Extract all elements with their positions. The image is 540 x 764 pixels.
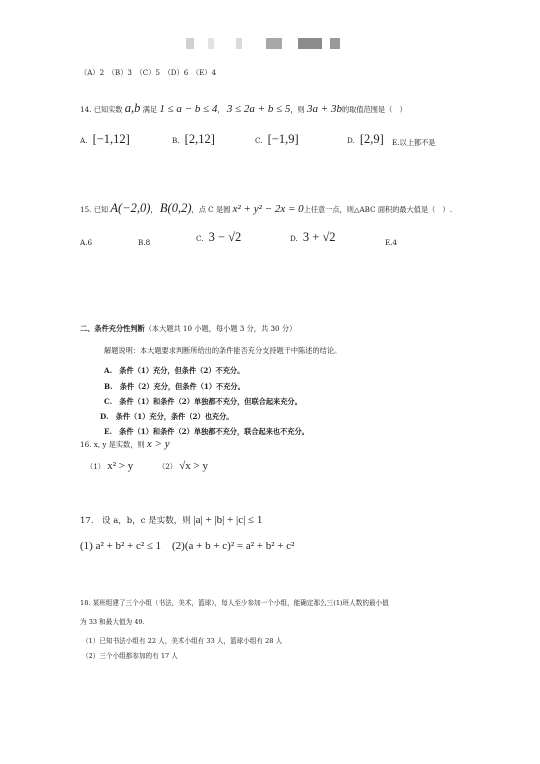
q18-stem-line1: 18. 某班组建了三个小组（书法，美术，篮球），每人至少参加一个小组，能确定那么三(1)班人数的最小值 [80,599,389,607]
choice-c: C. 条件（1）和条件（2）单独都不充分，但联合起来充分。 [104,397,302,406]
q17-conditions: (1) a² + b² + c² ≤ 1 (2)(a + b + c)² = a² + b² + c² [80,540,295,552]
section2-instruction: 解题说明：本大题要求判断所给出的条件能否充分支持题干中陈述的结论。 [104,346,342,355]
choice-e: E. 条件（1）和条件（2）单独都不充分，联合起来也不充分。 [104,427,309,436]
q18-condition-2: （2）三个小组都参加的有 17 人 [82,652,178,660]
q18-condition-1: （1）已知书法小组有 22 人，美术小组有 33 人，篮球小组有 28 人 [82,637,283,645]
q14-option-a: A. [−1,12] [80,132,130,146]
choice-a: A. 条件（1）充分，但条件（2）不充分。 [104,366,245,375]
q16-condition-2: （2） √x > y [158,460,208,472]
q14-option-c: C. [−1,9] [255,132,299,146]
q14-option-e: E.以上都不是 [392,138,436,147]
q15-option-e: E.4 [385,238,398,247]
section2-heading: 二、条件充分性判断（本大题共 10 小题，每小题 3 分，共 30 分） [80,324,297,333]
q16-condition-1: （1） x² > y [86,460,134,472]
q16-stem: 16. x, y 是实数，则 x > y [80,438,170,450]
q15-option-d: D. 3 + √2 [290,230,336,244]
choice-d: D. 条件（1）充分，条件（2）也充分。 [100,412,234,421]
q15-option-a: A.6 [80,238,93,247]
q15-option-b: B.8 [138,238,151,247]
q14-option-b: B. [2,12] [172,132,215,146]
choice-b: B. 条件（2）充分，但条件（1）不充分。 [104,382,245,391]
q14-stem: 14. 已知实数 a,b 满足 1 ≤ a − b ≤ 4， 3 ≤ 2a + b ≤ 5，则 3a + 3b的取值范围是（ ） [80,101,407,115]
q13-options: （A）2 （B）3 （C）5 （D）6 （E）4 [80,68,217,77]
redacted-header [186,38,356,50]
q15-option-c: C. 3 − √2 [196,230,242,244]
q17-stem: 17. 设 a，b，c 是实数，则 |a| + |b| + |c| ≤ 1 [80,514,263,526]
q15-stem: 15. 已知 A(−2,0)， B(0,2)，点 C 是圆 x² + y² − 2x = 0上任意一点，则△ABC 面积的最大值是（ ）. [80,201,453,215]
q18-stem-line2: 为 33 和最大值为 49. [80,618,145,626]
q14-option-d: D. [2,9] [347,132,384,146]
